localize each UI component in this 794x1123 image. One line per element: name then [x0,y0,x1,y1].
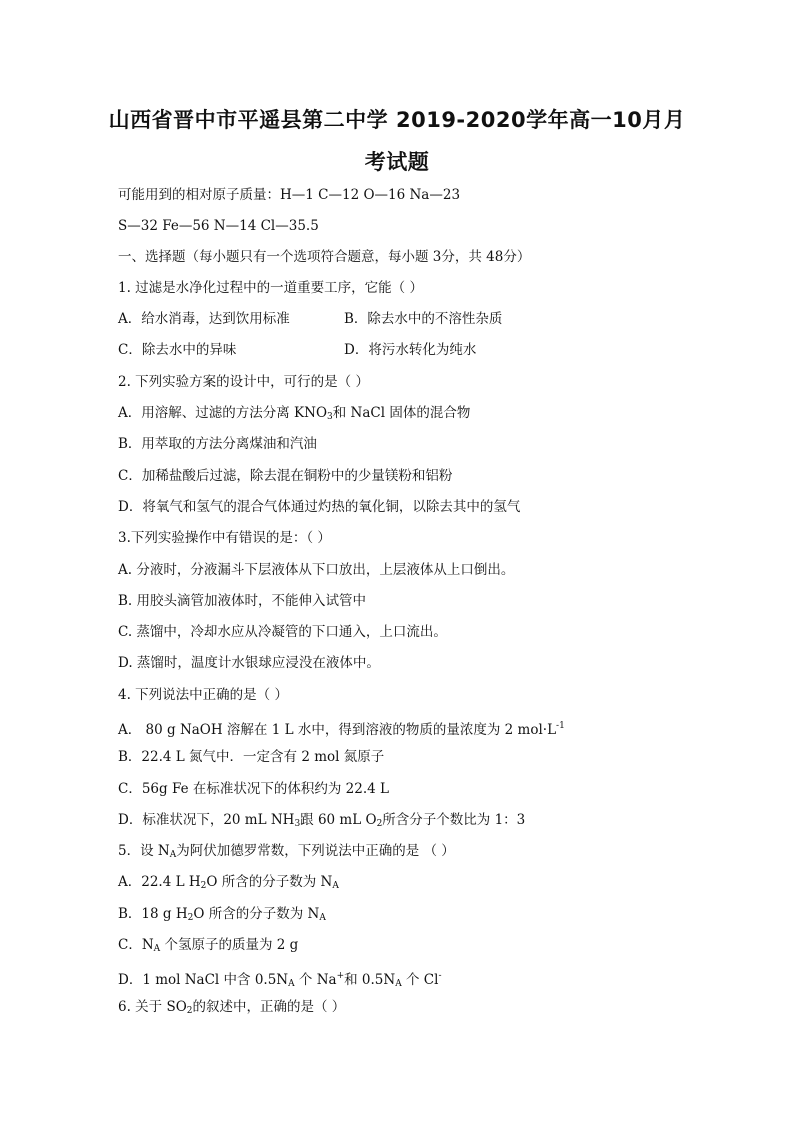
q3-stem: 3.下列实验操作中有错误的是：（ ） [118,530,331,546]
q3-option-c: C. 蒸馏中，冷却水应从冷凝管的下口通入，上口流出。 [118,624,447,640]
q4-option-c: C．56g Fe 在标准状况下的体积约为 22.4 L [118,781,389,797]
q1-option-c: C．除去水中的异味 [118,342,237,358]
q3-option-a: A. 分液时，分液漏斗下层液体从下口放出，上层液体从上口倒出。 [118,562,515,578]
q1-option-d: D．将污水转化为纯水 [344,342,477,358]
q2-option-d: D．将氧气和氢气的混合气体通过灼热的氧化铜，以除去其中的氢气 [118,499,521,515]
q1-option-row1 [118,310,290,328]
q5-option-c: C．$N_A$ 个氢原子的质量为 2 g [118,937,299,954]
section1-header: 一、选择题（每小题只有一个选项符合题意，每小题 3分，共 48分） [118,249,531,265]
q1-stem: 1. 过滤是水净化过程中的一道重要工序，它能（ ） [118,280,423,296]
q1-option-b: B．除去水中的不溶性杂质 [344,311,503,327]
q5-option-d: D．1 mol NaCl 中含 $0.5N_A$ 个 Na+和 $0.5N_A$ 个 Cl- [118,971,442,989]
q6-stem: 6. 关于 $SO_2$的叙述中，正确的是（ ） [118,999,346,1016]
exam-title-line2: 考试题 [364,150,430,174]
q4-option-a: A． 80 g NaOH 溶解在 1 L 水中，得到溶液的物质的量浓度为 2 $mol\cdot L^{-1}$ [118,721,565,738]
q2-stem: 2. 下列实验方案的设计中，可行的是（ ） [118,374,369,390]
q2-option-a: A．用溶解、过滤的方法分离 $KNO_3$和 NaCl 固体的混合物 [118,405,471,422]
atomic-mass-line1: 可能用到的相对原子质量：H—1 C—12 O—16 Na—23 [118,187,461,203]
atomic-mass-line2: S—32 Fe—56 N—14 Cl—35.5 [118,218,319,234]
exam-title-line1: 山西省晋中市平遥县第二中学 2019-2020学年高一10月月 [108,108,686,132]
q2-option-c: C．加稀盐酸后过滤，除去混在铜粉中的少量镁粉和铝粉 [118,468,453,484]
q5-option-a: A．22.4 L $H_2O$ 所含的分子数为 $N_A$ [118,874,339,891]
q3-option-d: D. 蒸馏时，温度计水银球应浸没在液体中。 [118,655,380,671]
q4-option-d: D．标准状况下，20 mL $NH_3$跟 60 mL $O_2$所含分子个数比为 1：3 [118,812,526,829]
q1-option-a: A．给水消毒，达到饮用标准 [118,311,290,327]
q2-option-b: B．用萃取的方法分离煤油和汽油 [118,436,317,452]
q4-option-b: B．22.4 L 氮气中．一定含有 2 mol 氮原子 [118,749,385,765]
q4-stem: 4. 下列说法中正确的是（ ） [118,687,288,703]
q3-option-b: B. 用胶头滴管加液体时，不能伸入试管中 [118,593,367,609]
q5-stem: 5．设 $N_A$为阿伏加德罗常数，下列说法中正确的是 （ ） [118,843,455,860]
q5-option-b: B．18 g $H_2O$ 所含的分子数为 $N_A$ [118,906,326,923]
